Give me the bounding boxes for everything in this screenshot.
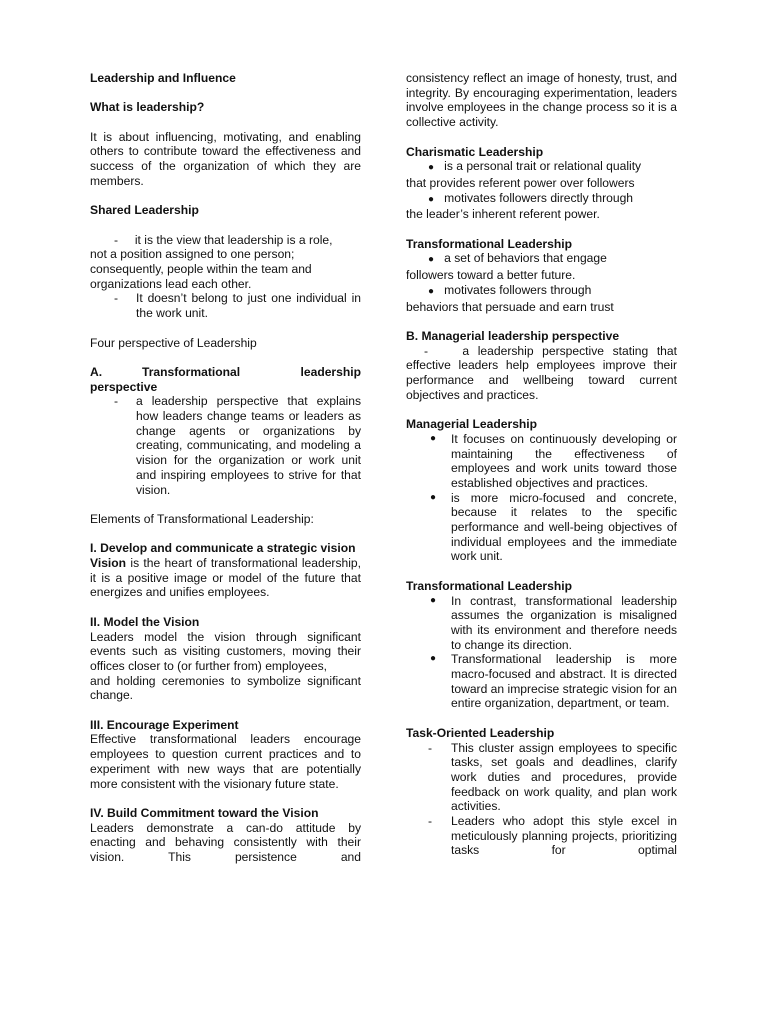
charismatic-item-1-continuation: that provides referent power over followers (406, 175, 635, 190)
vision-term: Vision (90, 556, 127, 571)
transformational-item-2-continuation: behaviors that persuade and earn trust (406, 299, 614, 314)
shared-leadership-item-2 (90, 291, 361, 320)
dash-marker: - (114, 291, 119, 306)
bullet-marker: ● (428, 162, 435, 174)
elements-heading: Elements of Transformational Leadership: (90, 511, 314, 526)
four-perspective-heading: Four perspective of Leadership (90, 335, 257, 350)
dash-marker: - (114, 394, 119, 409)
managerial-leadership-heading: Managerial Leadership (406, 417, 538, 432)
transformational-contrast-item-2-text: Transformational leadership is more macro-focused and abstract. It is directed toward an imprecise strategic vision for an entire organization, department, or team. (451, 652, 677, 711)
element-ii-text: Leaders model the vision through significant events such as visiting customers, moving their offices closer to (or further from) employees, (90, 629, 361, 673)
transformational-item-1 (406, 251, 677, 268)
shared-leadership-item-1-continuation: not a position assigned to one person; consequently, people within the team and organizations lead each other. (90, 247, 312, 291)
transformational-item-2-first-line: motivates followers through (444, 282, 592, 297)
shared-leadership-heading: Shared Leadership (90, 203, 199, 218)
managerial-perspective-text (406, 344, 677, 403)
dash-marker: - (114, 232, 119, 247)
charismatic-item-2-continuation: the leader’s inherent referent power. (406, 207, 600, 222)
transformational-perspective-text: a leadership perspective that explains how leaders change teams or leaders as change agents or organizations by creating, communicating, and modeling a vision for the organization or work unit and inspiring employees to strive for that vision. (136, 394, 361, 497)
managerial-perspective-heading: B. Managerial leadership perspective (406, 328, 620, 343)
section-letter-a: A. (90, 364, 103, 379)
task-oriented-item-2 (406, 814, 677, 858)
transformational-item-1-continuation: followers toward a better future. (406, 268, 576, 283)
charismatic-leadership-heading: Charismatic Leadership (406, 144, 544, 159)
transformational-leadership-heading-2: Transformational Leadership (406, 578, 572, 593)
charismatic-item-1 (406, 159, 677, 176)
element-ii-text-2: and holding ceremonies to symbolize significant change. (90, 673, 361, 703)
element-ii-heading: II. Model the Vision (90, 614, 200, 629)
shared-item-2-text: It doesn’t belong to just one individual in the work unit. (136, 291, 361, 321)
charismatic-item-1-first-line: is a personal trait or relational quality (444, 159, 642, 174)
left-column (90, 71, 361, 865)
element-iv-heading: IV. Build Commitment toward the Vision (90, 805, 319, 820)
managerial-item-1-text: It focuses on continuously developing or maintaining the effectiveness of employees and work units toward those established objectives and practices. (451, 431, 677, 490)
bullet-marker: ● (430, 594, 437, 606)
bullet-marker: ● (430, 491, 437, 503)
task-oriented-item-2-text: Leaders who adopt this style excel in meticulously planning projects, prioritizing tasks for optimal (451, 814, 677, 858)
document-title: Leadership and Influence (90, 71, 236, 85)
transformational-contrast-item-1-text: In contrast, transformational leadership assumes the organization is misaligned with its environment and therefore needs to change its direction. (451, 593, 677, 652)
bullet-marker: ● (428, 193, 435, 205)
right-column (406, 71, 677, 858)
task-oriented-item-1-text: This cluster assign employees to specific tasks, set goals and deadlines, clarify work duties and procedures, provide feedback on work quality, and plan work activities. (451, 740, 677, 814)
managerial-item-2 (406, 491, 677, 565)
managerial-item-1 (406, 432, 677, 491)
what-is-leadership-heading: What is leadership? (90, 100, 205, 115)
managerial-item-2-text: is more micro-focused and concrete, because it relates to the specific performance and well-being objectives of individual employees and the immediate work unit. (451, 490, 677, 564)
task-oriented-leadership-heading: Task-Oriented Leadership (406, 725, 555, 740)
managerial-perspective-definition: a leadership perspective stating that effective leaders help employees improve their performance and wellbeing toward current objectives and practices. (406, 343, 677, 402)
bullet-marker: ● (428, 285, 435, 297)
bullet-marker: ● (428, 254, 435, 266)
element-iii-text: Effective transformational leaders encourage employees to question current practices and to experiment with new ways that are potentially more consistent with the visionary future state. (90, 732, 361, 791)
transformational-contrast-item-2 (406, 652, 677, 711)
bullet-marker: ● (430, 432, 437, 444)
transformational-item-2 (406, 283, 677, 300)
dash-marker: - (428, 740, 433, 755)
transformational-perspective-heading (90, 365, 361, 394)
element-i-text (90, 556, 361, 600)
transformational-perspective-item (90, 394, 361, 497)
shared-leadership-item-1 (90, 233, 361, 248)
transformational-leadership-heading: Transformational Leadership (406, 236, 572, 251)
transformational-item-1-first-line: a set of behaviors that engage (444, 251, 607, 266)
element-iv-continuation: consistency reflect an image of honesty, trust, and integrity. By encouraging experimentation, leaders involve employees in the change process so it is a collective activity. (406, 71, 677, 130)
section-a-title: Transformational leadership perspective (90, 364, 361, 394)
element-iv-text: Leaders demonstrate a can-do attitude by enacting and behaving consistently with their vision. This persistence and (90, 820, 361, 865)
shared-item-1-first-line: it is the view that leadership is a role, (134, 232, 333, 247)
element-iii-heading: III. Encourage Experiment (90, 717, 239, 732)
what-is-leadership-text: It is about influencing, motivating, and enabling others to contribute toward the effectiveness and success of the organization of which they are members. (90, 129, 361, 188)
element-i-heading: I. Develop and communicate a strategic vision (90, 541, 356, 556)
vision-definition: is the heart of transformational leadership, it is a positive image or model of the future that energizes and unifies employees. (90, 556, 361, 600)
charismatic-item-2-first-line: motivates followers directly through (444, 190, 634, 205)
transformational-contrast-item-1 (406, 594, 677, 653)
charismatic-item-2 (406, 191, 677, 208)
bullet-marker: ● (430, 653, 437, 665)
task-oriented-item-1 (406, 741, 677, 815)
dash-marker: - (428, 814, 433, 829)
dash-marker: - (424, 343, 429, 358)
